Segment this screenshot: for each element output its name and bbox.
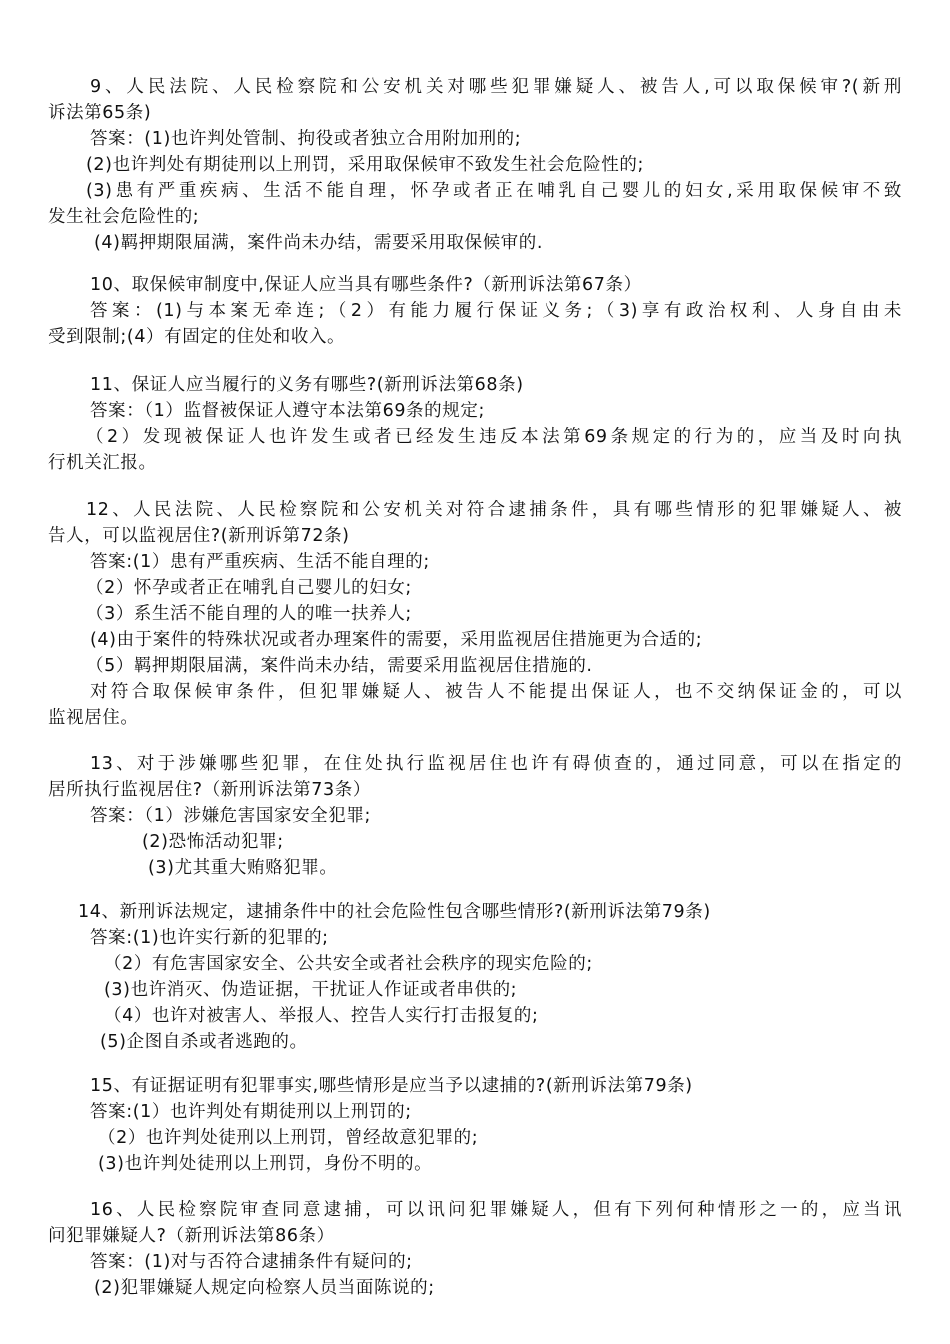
answer-9-line-1: 答案：(1)也许判处管制、拘役或者独立合用附加刑的;	[90, 129, 522, 149]
answer-14-line-3: (3)也许消灭、伪造证据，干扰证人作证或者串供的;	[104, 980, 518, 1000]
answer-9-line-5: (4)羁押期限届满，案件尚未办结，需要采用取保候审的.	[94, 233, 544, 253]
answer-10-line-1: 答案：(1)与本案无牵连;（2）有能力履行保证义务;（3)享有政治权利、人身自由未	[90, 301, 902, 321]
answer-11-line-3: 行机关汇报。	[48, 453, 157, 473]
answer-12-line-2: （2）怀孕或者正在哺乳自己婴儿的妇女;	[86, 578, 412, 598]
answer-10-line-2: 受到限制;(4）有固定的住处和收入。	[48, 327, 346, 347]
question-13-line-2: 居所执行监视居住?（新刑诉法第73条）	[48, 780, 371, 800]
question-16-line-2: 问犯罪嫌疑人?（新刑诉法第86条）	[48, 1226, 335, 1246]
question-9-line-1: 9、人民法院、人民检察院和公安机关对哪些犯罪嫌疑人、被告人,可以取保候审?(新刑	[90, 77, 902, 97]
answer-12-line-3: （3）系生活不能自理的人的唯一扶养人;	[86, 604, 412, 624]
answer-14-line-4: （4）也许对被害人、举报人、控告人实行打击报复的;	[104, 1006, 539, 1026]
answer-15-line-2: （2）也许判处徒刑以上刑罚，曾经故意犯罪的;	[98, 1128, 479, 1148]
answer-14-line-1: 答案:(1)也许实行新的犯罪的;	[90, 928, 329, 948]
answer-16-line-1: 答案：(1)对与否符合逮捕条件有疑问的;	[90, 1252, 413, 1272]
answer-12-line-7: 监视居住。	[48, 708, 139, 728]
answer-14-line-2: （2）有危害国家安全、公共安全或者社会秩序的现实危险的;	[104, 954, 593, 974]
answer-15-line-3: (3)也许判处徒刑以上刑罚，身份不明的。	[98, 1154, 433, 1174]
answer-13-line-2: (2)恐怖活动犯罪;	[142, 832, 284, 852]
answer-12-line-5: （5）羁押期限届满，案件尚未办结，需要采用监视居住措施的.	[86, 656, 593, 676]
question-11-line-1: 11、保证人应当履行的义务有哪些?(新刑诉法第68条)	[90, 375, 524, 395]
answer-12-line-6: 对符合取保候审条件，但犯罪嫌疑人、被告人不能提出保证人，也不交纳保证金的，可以	[90, 682, 902, 702]
answer-12-line-4: (4)由于案件的特殊状况或者办理案件的需要，采用监视居住措施更为合适的;	[90, 630, 703, 650]
question-9-line-2: 诉法第65条)	[48, 103, 152, 123]
answer-13-line-3: (3)尤其重大贿赂犯罪。	[148, 858, 338, 878]
answer-9-line-4: 发生社会危险性的;	[48, 207, 200, 227]
answer-9-line-3: (3)患有严重疾病、生活不能自理，怀孕或者正在哺乳自己婴儿的妇女,采用取保候审不致	[86, 181, 902, 201]
question-14-line-1: 14、新刑诉法规定，逮捕条件中的社会危险性包含哪些情形?(新刑诉法第79条)	[78, 902, 711, 922]
question-13-line-1: 13、对于涉嫌哪些犯罪，在住处执行监视居住也许有碍侦查的，通过同意，可以在指定的	[90, 754, 902, 774]
answer-11-line-1: 答案：（1）监督被保证人遵守本法第69条的规定;	[90, 401, 485, 421]
answer-12-line-1: 答案:(1）患有严重疾病、生活不能自理的;	[90, 552, 430, 572]
answer-13-line-1: 答案：（1）涉嫌危害国家安全犯罪;	[90, 806, 371, 826]
question-12-line-2: 告人，可以监视居住?(新刑诉第72条)	[48, 526, 350, 546]
answer-9-line-2: (2)也许判处有期徒刑以上刑罚，采用取保候审不致发生社会危险性的;	[86, 155, 644, 175]
answer-11-line-2: （2）发现被保证人也许发生或者已经发生违反本法第69条规定的行为的，应当及时向执	[86, 427, 902, 447]
answer-16-line-2: (2)犯罪嫌疑人规定向检察人员当面陈说的;	[94, 1278, 435, 1298]
answer-14-line-5: (5)企图自杀或者逃跑的。	[100, 1032, 308, 1052]
question-12-line-1: 12、人民法院、人民检察院和公安机关对符合逮捕条件，具有哪些情形的犯罪嫌疑人、被	[86, 500, 902, 520]
answer-15-line-1: 答案:(1）也许判处有期徒刑以上刑罚的;	[90, 1102, 412, 1122]
question-15-line-1: 15、有证据证明有犯罪事实,哪些情形是应当予以逮捕的?(新刑诉法第79条)	[90, 1076, 693, 1096]
question-16-line-1: 16、人民检察院审查同意逮捕，可以讯问犯罪嫌疑人，但有下列何种情形之一的，应当讯	[90, 1200, 902, 1220]
question-10-line-1: 10、取保候审制度中,保证人应当具有哪些条件?（新刑诉法第67条）	[90, 275, 642, 295]
